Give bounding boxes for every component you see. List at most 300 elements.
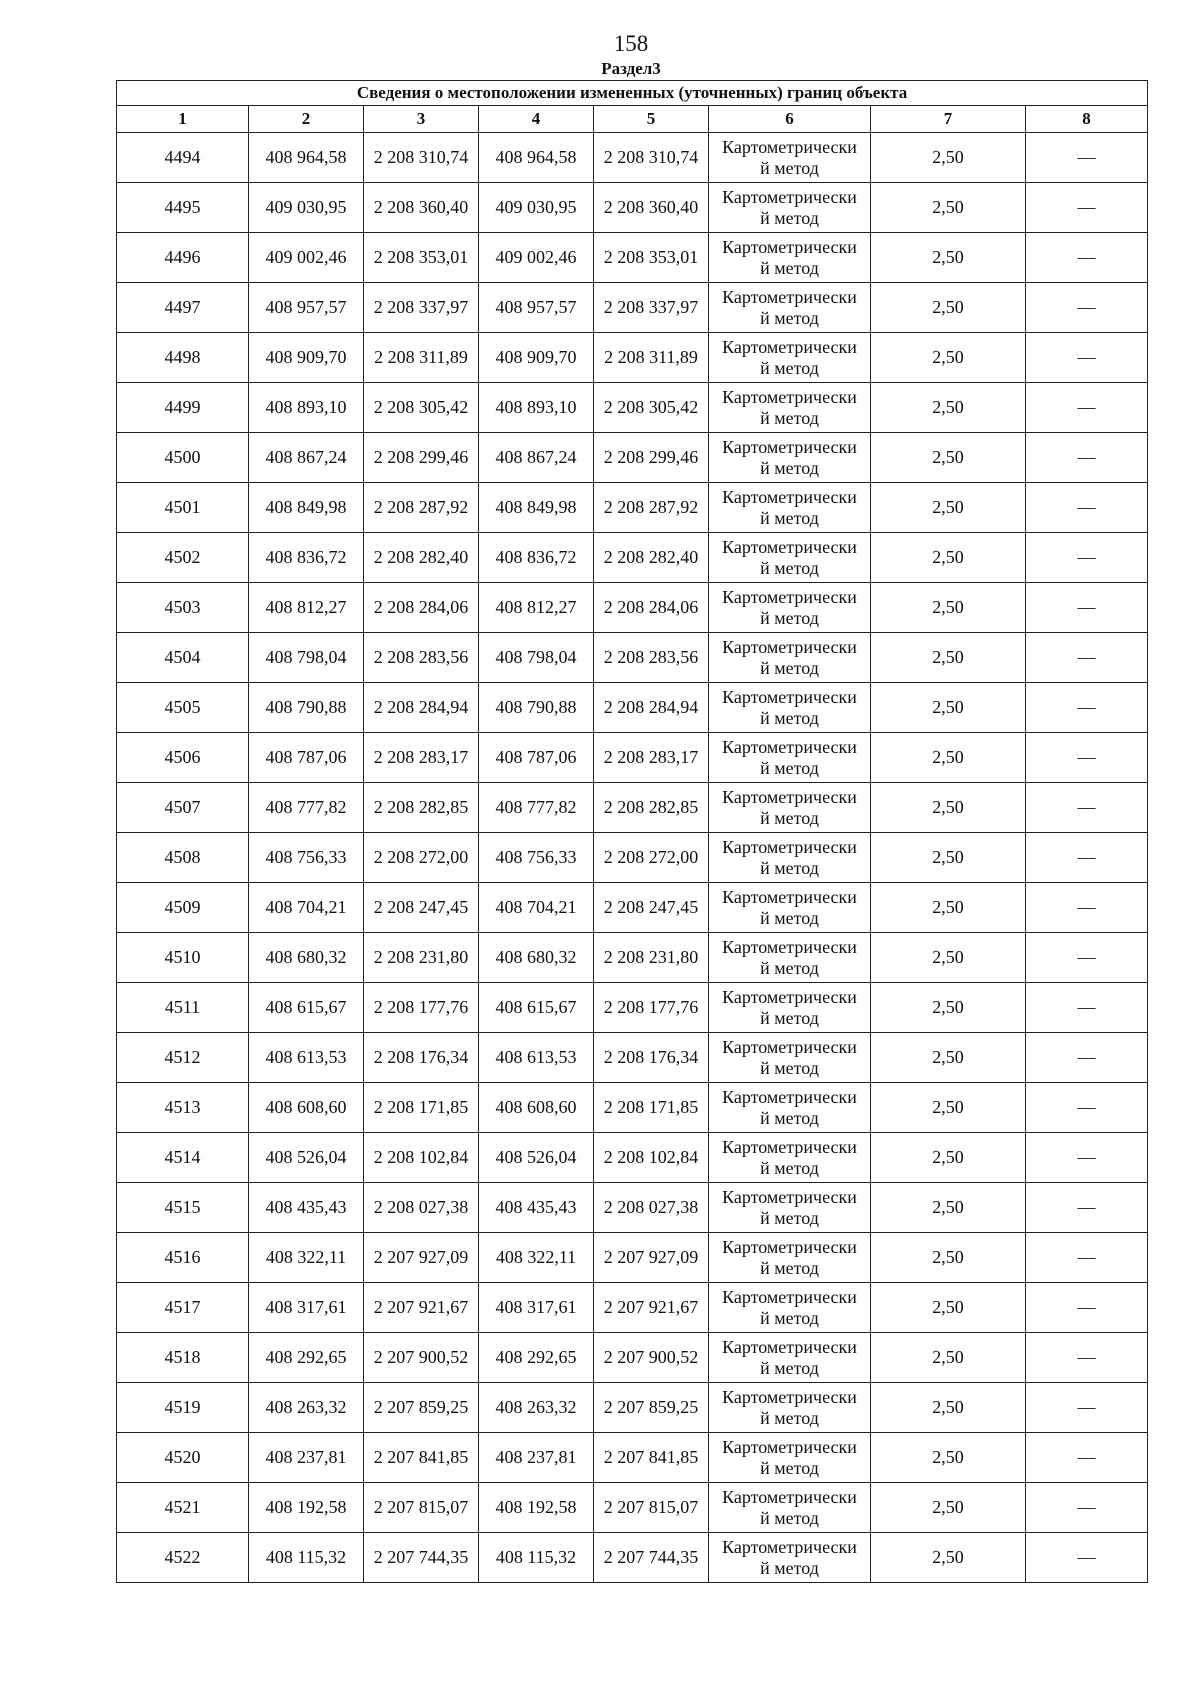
table-row: [117, 1233, 1148, 1283]
y-coordinate-cell: 2 208 353,01: [364, 233, 479, 283]
method-line: й метод: [760, 307, 819, 328]
y-coordinate-new-cell: 2 208 283,17: [594, 733, 709, 783]
page-number: 158: [613, 31, 649, 56]
y-coordinate-cell: 2 208 284,06: [364, 583, 479, 633]
precision-cell: 2,50: [871, 783, 1026, 833]
method-line: Картометрически: [722, 486, 857, 507]
y-coordinate-cell: 2 208 176,34: [364, 1033, 479, 1083]
table-row: [117, 733, 1148, 783]
method-line: й метод: [760, 957, 819, 978]
table-row: [117, 333, 1148, 383]
y-coordinate-cell: 2 207 859,25: [364, 1383, 479, 1433]
table-row: [117, 133, 1148, 183]
point-number-cell: 4494: [117, 133, 249, 183]
method-line: й метод: [760, 757, 819, 778]
point-number-cell: 4507: [117, 783, 249, 833]
method-line: й метод: [760, 657, 819, 678]
table-row: [117, 1133, 1148, 1183]
note-cell: —: [1026, 1433, 1148, 1483]
point-number-cell: 4501: [117, 483, 249, 533]
precision-cell: 2,50: [871, 1233, 1026, 1283]
y-coordinate-cell: 2 208 027,38: [364, 1183, 479, 1233]
y-coordinate-new-cell: 2 208 284,94: [594, 683, 709, 733]
method-line: Картометрически: [722, 586, 857, 607]
method-line: Картометрически: [722, 136, 857, 157]
x-coordinate-new-cell: 408 680,32: [479, 933, 594, 983]
y-coordinate-cell: 2 207 921,67: [364, 1283, 479, 1333]
method-line: Картометрически: [722, 1386, 857, 1407]
x-coordinate-cell: 408 704,21: [249, 883, 364, 933]
x-coordinate-new-cell: 408 192,58: [479, 1483, 594, 1533]
method-line: й метод: [760, 707, 819, 728]
table-row: [117, 833, 1148, 883]
point-number-cell: 4521: [117, 1483, 249, 1533]
x-coordinate-new-cell: 408 798,04: [479, 633, 594, 683]
precision-cell: 2,50: [871, 983, 1026, 1033]
y-coordinate-new-cell: 2 208 284,06: [594, 583, 709, 633]
x-coordinate-cell: 409 002,46: [249, 233, 364, 283]
method-line: Картометрически: [722, 1486, 857, 1507]
y-coordinate-cell: 2 208 102,84: [364, 1133, 479, 1183]
table-row: [117, 1483, 1148, 1533]
method-cell: [709, 1383, 871, 1433]
x-coordinate-cell: 408 608,60: [249, 1083, 364, 1133]
note-cell: —: [1026, 833, 1148, 883]
method-cell: [709, 333, 871, 383]
column-number: 3: [364, 106, 479, 133]
table-row: [117, 683, 1148, 733]
table-row: [117, 233, 1148, 283]
point-number-cell: 4496: [117, 233, 249, 283]
note-cell: —: [1026, 1183, 1148, 1233]
x-coordinate-new-cell: 408 909,70: [479, 333, 594, 383]
method-cell: [709, 533, 871, 583]
x-coordinate-new-cell: 408 812,27: [479, 583, 594, 633]
y-coordinate-cell: 2 208 360,40: [364, 183, 479, 233]
precision-cell: 2,50: [871, 1383, 1026, 1433]
method-cell: [709, 1433, 871, 1483]
y-coordinate-new-cell: 2 208 282,85: [594, 783, 709, 833]
method-cell: [709, 1233, 871, 1283]
column-number: 6: [709, 106, 871, 133]
method-line: Картометрически: [722, 636, 857, 657]
method-line: й метод: [760, 1207, 819, 1228]
method-line: й метод: [760, 407, 819, 428]
note-cell: —: [1026, 483, 1148, 533]
method-line: й метод: [760, 207, 819, 228]
y-coordinate-new-cell: 2 207 927,09: [594, 1233, 709, 1283]
precision-cell: 2,50: [871, 733, 1026, 783]
method-cell: [709, 1483, 871, 1533]
method-cell: [709, 683, 871, 733]
x-coordinate-new-cell: 408 836,72: [479, 533, 594, 583]
y-coordinate-new-cell: 2 208 299,46: [594, 433, 709, 483]
table-row: [117, 983, 1148, 1033]
point-number-cell: 4518: [117, 1333, 249, 1383]
precision-cell: 2,50: [871, 133, 1026, 183]
method-line: Картометрически: [722, 1436, 857, 1457]
y-coordinate-cell: 2 208 177,76: [364, 983, 479, 1033]
method-line: Картометрически: [722, 986, 857, 1007]
method-line: й метод: [760, 1007, 819, 1028]
precision-cell: 2,50: [871, 1283, 1026, 1333]
x-coordinate-new-cell: 408 322,11: [479, 1233, 594, 1283]
x-coordinate-new-cell: 408 608,60: [479, 1083, 594, 1133]
y-coordinate-new-cell: 2 208 305,42: [594, 383, 709, 433]
y-coordinate-new-cell: 2 208 171,85: [594, 1083, 709, 1133]
point-number-cell: 4498: [117, 333, 249, 383]
note-cell: —: [1026, 1383, 1148, 1433]
point-number-cell: 4505: [117, 683, 249, 733]
x-coordinate-new-cell: 408 756,33: [479, 833, 594, 883]
precision-cell: 2,50: [871, 1533, 1026, 1583]
y-coordinate-new-cell: 2 208 360,40: [594, 183, 709, 233]
y-coordinate-new-cell: 2 208 176,34: [594, 1033, 709, 1083]
y-coordinate-new-cell: 2 208 247,45: [594, 883, 709, 933]
x-coordinate-new-cell: 408 787,06: [479, 733, 594, 783]
method-cell: [709, 1533, 871, 1583]
x-coordinate-new-cell: 408 237,81: [479, 1433, 594, 1483]
y-coordinate-new-cell: 2 207 744,35: [594, 1533, 709, 1583]
note-cell: —: [1026, 1333, 1148, 1383]
y-coordinate-new-cell: 2 208 287,92: [594, 483, 709, 533]
x-coordinate-cell: 408 964,58: [249, 133, 364, 183]
x-coordinate-cell: 408 615,67: [249, 983, 364, 1033]
x-coordinate-cell: 408 836,72: [249, 533, 364, 583]
method-line: й метод: [760, 1057, 819, 1078]
note-cell: —: [1026, 433, 1148, 483]
method-line: Картометрически: [722, 1536, 857, 1557]
table-row: [117, 1533, 1148, 1583]
point-number-cell: 4499: [117, 383, 249, 433]
x-coordinate-new-cell: 408 526,04: [479, 1133, 594, 1183]
y-coordinate-cell: 2 208 231,80: [364, 933, 479, 983]
method-line: й метод: [760, 1157, 819, 1178]
point-number-cell: 4500: [117, 433, 249, 483]
x-coordinate-cell: 408 787,06: [249, 733, 364, 783]
point-number-cell: 4513: [117, 1083, 249, 1133]
table-row: [117, 633, 1148, 683]
precision-cell: 2,50: [871, 483, 1026, 533]
point-number-cell: 4508: [117, 833, 249, 883]
y-coordinate-new-cell: 2 208 311,89: [594, 333, 709, 383]
precision-cell: 2,50: [871, 433, 1026, 483]
method-line: Картометрически: [722, 236, 857, 257]
precision-cell: 2,50: [871, 883, 1026, 933]
method-line: Картометрически: [722, 1136, 857, 1157]
y-coordinate-new-cell: 2 208 177,76: [594, 983, 709, 1033]
x-coordinate-cell: 408 613,53: [249, 1033, 364, 1083]
x-coordinate-new-cell: 408 893,10: [479, 383, 594, 433]
method-line: й метод: [760, 357, 819, 378]
boundary-coordinates-table: [116, 80, 1148, 1583]
column-number: 2: [249, 106, 364, 133]
y-coordinate-new-cell: 2 208 337,97: [594, 283, 709, 333]
note-cell: —: [1026, 383, 1148, 433]
y-coordinate-cell: 2 208 310,74: [364, 133, 479, 183]
method-cell: [709, 783, 871, 833]
y-coordinate-new-cell: 2 207 841,85: [594, 1433, 709, 1483]
point-number-cell: 4502: [117, 533, 249, 583]
x-coordinate-new-cell: 408 704,21: [479, 883, 594, 933]
method-line: Картометрически: [722, 886, 857, 907]
precision-cell: 2,50: [871, 633, 1026, 683]
point-number-cell: 4515: [117, 1183, 249, 1233]
method-cell: [709, 1133, 871, 1183]
x-coordinate-cell: 408 812,27: [249, 583, 364, 633]
y-coordinate-cell: 2 208 311,89: [364, 333, 479, 383]
point-number-cell: 4519: [117, 1383, 249, 1433]
y-coordinate-cell: 2 208 283,56: [364, 633, 479, 683]
x-coordinate-new-cell: 408 777,82: [479, 783, 594, 833]
y-coordinate-cell: 2 208 287,92: [364, 483, 479, 533]
y-coordinate-new-cell: 2 208 102,84: [594, 1133, 709, 1183]
method-line: Картометрически: [722, 1086, 857, 1107]
precision-cell: 2,50: [871, 383, 1026, 433]
point-number-cell: 4514: [117, 1133, 249, 1183]
y-coordinate-cell: 2 208 171,85: [364, 1083, 479, 1133]
x-coordinate-cell: 408 756,33: [249, 833, 364, 883]
point-number-cell: 4511: [117, 983, 249, 1033]
table-row: [117, 1433, 1148, 1483]
method-cell: [709, 933, 871, 983]
method-line: Картометрически: [722, 1036, 857, 1057]
note-cell: —: [1026, 633, 1148, 683]
y-coordinate-new-cell: 2 207 921,67: [594, 1283, 709, 1333]
method-line: Картометрически: [722, 836, 857, 857]
method-line: Картометрически: [722, 1236, 857, 1257]
point-number-cell: 4510: [117, 933, 249, 983]
x-coordinate-cell: 408 777,82: [249, 783, 364, 833]
method-cell: [709, 383, 871, 433]
method-line: й метод: [760, 1507, 819, 1528]
column-number: 5: [594, 106, 709, 133]
y-coordinate-new-cell: 2 207 859,25: [594, 1383, 709, 1433]
note-cell: —: [1026, 1483, 1148, 1533]
x-coordinate-new-cell: 408 790,88: [479, 683, 594, 733]
x-coordinate-new-cell: 408 115,32: [479, 1533, 594, 1583]
method-line: й метод: [760, 557, 819, 578]
method-line: й метод: [760, 457, 819, 478]
table-body: [117, 133, 1148, 1583]
method-line: Картометрически: [722, 736, 857, 757]
method-line: й метод: [760, 1307, 819, 1328]
precision-cell: 2,50: [871, 933, 1026, 983]
precision-cell: 2,50: [871, 683, 1026, 733]
method-cell: [709, 1033, 871, 1083]
note-cell: —: [1026, 1033, 1148, 1083]
method-line: й метод: [760, 1557, 819, 1578]
method-cell: [709, 433, 871, 483]
method-line: й метод: [760, 157, 819, 178]
x-coordinate-new-cell: 408 964,58: [479, 133, 594, 183]
y-coordinate-cell: 2 208 299,46: [364, 433, 479, 483]
y-coordinate-new-cell: 2 208 310,74: [594, 133, 709, 183]
note-cell: —: [1026, 683, 1148, 733]
method-cell: [709, 183, 871, 233]
point-number-cell: 4504: [117, 633, 249, 683]
table-row: [117, 1183, 1148, 1233]
y-coordinate-new-cell: 2 208 231,80: [594, 933, 709, 983]
method-line: Картометрически: [722, 386, 857, 407]
point-number-cell: 4522: [117, 1533, 249, 1583]
y-coordinate-new-cell: 2 207 900,52: [594, 1333, 709, 1383]
method-cell: [709, 483, 871, 533]
method-cell: [709, 633, 871, 683]
x-coordinate-new-cell: 408 317,61: [479, 1283, 594, 1333]
note-cell: —: [1026, 1083, 1148, 1133]
note-cell: —: [1026, 583, 1148, 633]
method-line: Картометрически: [722, 536, 857, 557]
method-line: й метод: [760, 607, 819, 628]
y-coordinate-cell: 2 207 744,35: [364, 1533, 479, 1583]
y-coordinate-cell: 2 208 247,45: [364, 883, 479, 933]
x-coordinate-new-cell: 408 435,43: [479, 1183, 594, 1233]
table-row: [117, 1333, 1148, 1383]
x-coordinate-cell: 408 317,61: [249, 1283, 364, 1333]
y-coordinate-new-cell: 2 208 353,01: [594, 233, 709, 283]
point-number-cell: 4503: [117, 583, 249, 633]
table-row: [117, 383, 1148, 433]
method-cell: [709, 133, 871, 183]
x-coordinate-cell: 408 849,98: [249, 483, 364, 533]
y-coordinate-cell: 2 208 284,94: [364, 683, 479, 733]
method-line: й метод: [760, 1407, 819, 1428]
column-number: 7: [871, 106, 1026, 133]
method-line: Картометрически: [722, 1336, 857, 1357]
point-number-cell: 4497: [117, 283, 249, 333]
method-cell: [709, 1333, 871, 1383]
method-line: й метод: [760, 1107, 819, 1128]
method-line: й метод: [760, 507, 819, 528]
precision-cell: 2,50: [871, 833, 1026, 883]
note-cell: —: [1026, 533, 1148, 583]
y-coordinate-new-cell: 2 208 027,38: [594, 1183, 709, 1233]
table-caption: Сведения о местоположении измененных (уточненных) границ объекта: [117, 81, 1148, 106]
y-coordinate-cell: 2 207 841,85: [364, 1433, 479, 1483]
method-line: й метод: [760, 1357, 819, 1378]
y-coordinate-cell: 2 208 305,42: [364, 383, 479, 433]
x-coordinate-cell: 408 115,32: [249, 1533, 364, 1583]
x-coordinate-cell: 408 790,88: [249, 683, 364, 733]
method-cell: [709, 1183, 871, 1233]
method-line: Картометрически: [722, 286, 857, 307]
table-row: [117, 483, 1148, 533]
x-coordinate-new-cell: 408 263,32: [479, 1383, 594, 1433]
x-coordinate-new-cell: 408 613,53: [479, 1033, 594, 1083]
x-coordinate-cell: 408 680,32: [249, 933, 364, 983]
method-cell: [709, 233, 871, 283]
note-cell: —: [1026, 783, 1148, 833]
method-cell: [709, 733, 871, 783]
table-row: [117, 933, 1148, 983]
y-coordinate-cell: 2 207 927,09: [364, 1233, 479, 1283]
table-row: [117, 883, 1148, 933]
x-coordinate-new-cell: 408 292,65: [479, 1333, 594, 1383]
note-cell: —: [1026, 1283, 1148, 1333]
method-line: й метод: [760, 907, 819, 928]
x-coordinate-cell: 408 192,58: [249, 1483, 364, 1533]
note-cell: —: [1026, 333, 1148, 383]
method-line: Картометрически: [722, 686, 857, 707]
table-row: [117, 1083, 1148, 1133]
precision-cell: 2,50: [871, 1183, 1026, 1233]
x-coordinate-cell: 408 263,32: [249, 1383, 364, 1433]
table-row: [117, 433, 1148, 483]
precision-cell: 2,50: [871, 1433, 1026, 1483]
point-number-cell: 4517: [117, 1283, 249, 1333]
precision-cell: 2,50: [871, 533, 1026, 583]
x-coordinate-cell: 408 798,04: [249, 633, 364, 683]
note-cell: —: [1026, 1233, 1148, 1283]
method-line: й метод: [760, 1457, 819, 1478]
y-coordinate-new-cell: 2 207 815,07: [594, 1483, 709, 1533]
y-coordinate-cell: 2 207 900,52: [364, 1333, 479, 1383]
y-coordinate-cell: 2 208 282,40: [364, 533, 479, 583]
x-coordinate-cell: 408 893,10: [249, 383, 364, 433]
method-line: Картометрически: [722, 186, 857, 207]
note-cell: —: [1026, 233, 1148, 283]
precision-cell: 2,50: [871, 183, 1026, 233]
table-row: [117, 183, 1148, 233]
method-cell: [709, 833, 871, 883]
column-number: 1: [117, 106, 249, 133]
point-number-cell: 4495: [117, 183, 249, 233]
point-number-cell: 4506: [117, 733, 249, 783]
precision-cell: 2,50: [871, 283, 1026, 333]
x-coordinate-cell: 408 292,65: [249, 1333, 364, 1383]
section-label: Раздел3: [601, 59, 661, 78]
x-coordinate-new-cell: 408 615,67: [479, 983, 594, 1033]
x-coordinate-new-cell: 408 849,98: [479, 483, 594, 533]
y-coordinate-cell: 2 208 282,85: [364, 783, 479, 833]
x-coordinate-cell: 408 322,11: [249, 1233, 364, 1283]
method-line: й метод: [760, 1257, 819, 1278]
x-coordinate-cell: 408 957,57: [249, 283, 364, 333]
point-number-cell: 4516: [117, 1233, 249, 1283]
precision-cell: 2,50: [871, 1333, 1026, 1383]
precision-cell: 2,50: [871, 1133, 1026, 1183]
method-line: й метод: [760, 807, 819, 828]
y-coordinate-cell: 2 207 815,07: [364, 1483, 479, 1533]
point-number-cell: 4509: [117, 883, 249, 933]
table-row: [117, 533, 1148, 583]
note-cell: —: [1026, 733, 1148, 783]
table-row: [117, 1283, 1148, 1333]
precision-cell: 2,50: [871, 1483, 1026, 1533]
note-cell: —: [1026, 283, 1148, 333]
y-coordinate-new-cell: 2 208 272,00: [594, 833, 709, 883]
method-line: Картометрически: [722, 336, 857, 357]
table-row: [117, 283, 1148, 333]
x-coordinate-cell: 408 237,81: [249, 1433, 364, 1483]
method-cell: [709, 283, 871, 333]
table-row: [117, 1383, 1148, 1433]
x-coordinate-cell: 408 909,70: [249, 333, 364, 383]
x-coordinate-cell: 408 435,43: [249, 1183, 364, 1233]
y-coordinate-cell: 2 208 283,17: [364, 733, 479, 783]
method-line: Картометрически: [722, 1186, 857, 1207]
point-number-cell: 4512: [117, 1033, 249, 1083]
method-line: й метод: [760, 257, 819, 278]
precision-cell: 2,50: [871, 333, 1026, 383]
x-coordinate-new-cell: 408 957,57: [479, 283, 594, 333]
y-coordinate-cell: 2 208 337,97: [364, 283, 479, 333]
table-row: [117, 783, 1148, 833]
note-cell: —: [1026, 933, 1148, 983]
table-row: [117, 1033, 1148, 1083]
note-cell: —: [1026, 133, 1148, 183]
